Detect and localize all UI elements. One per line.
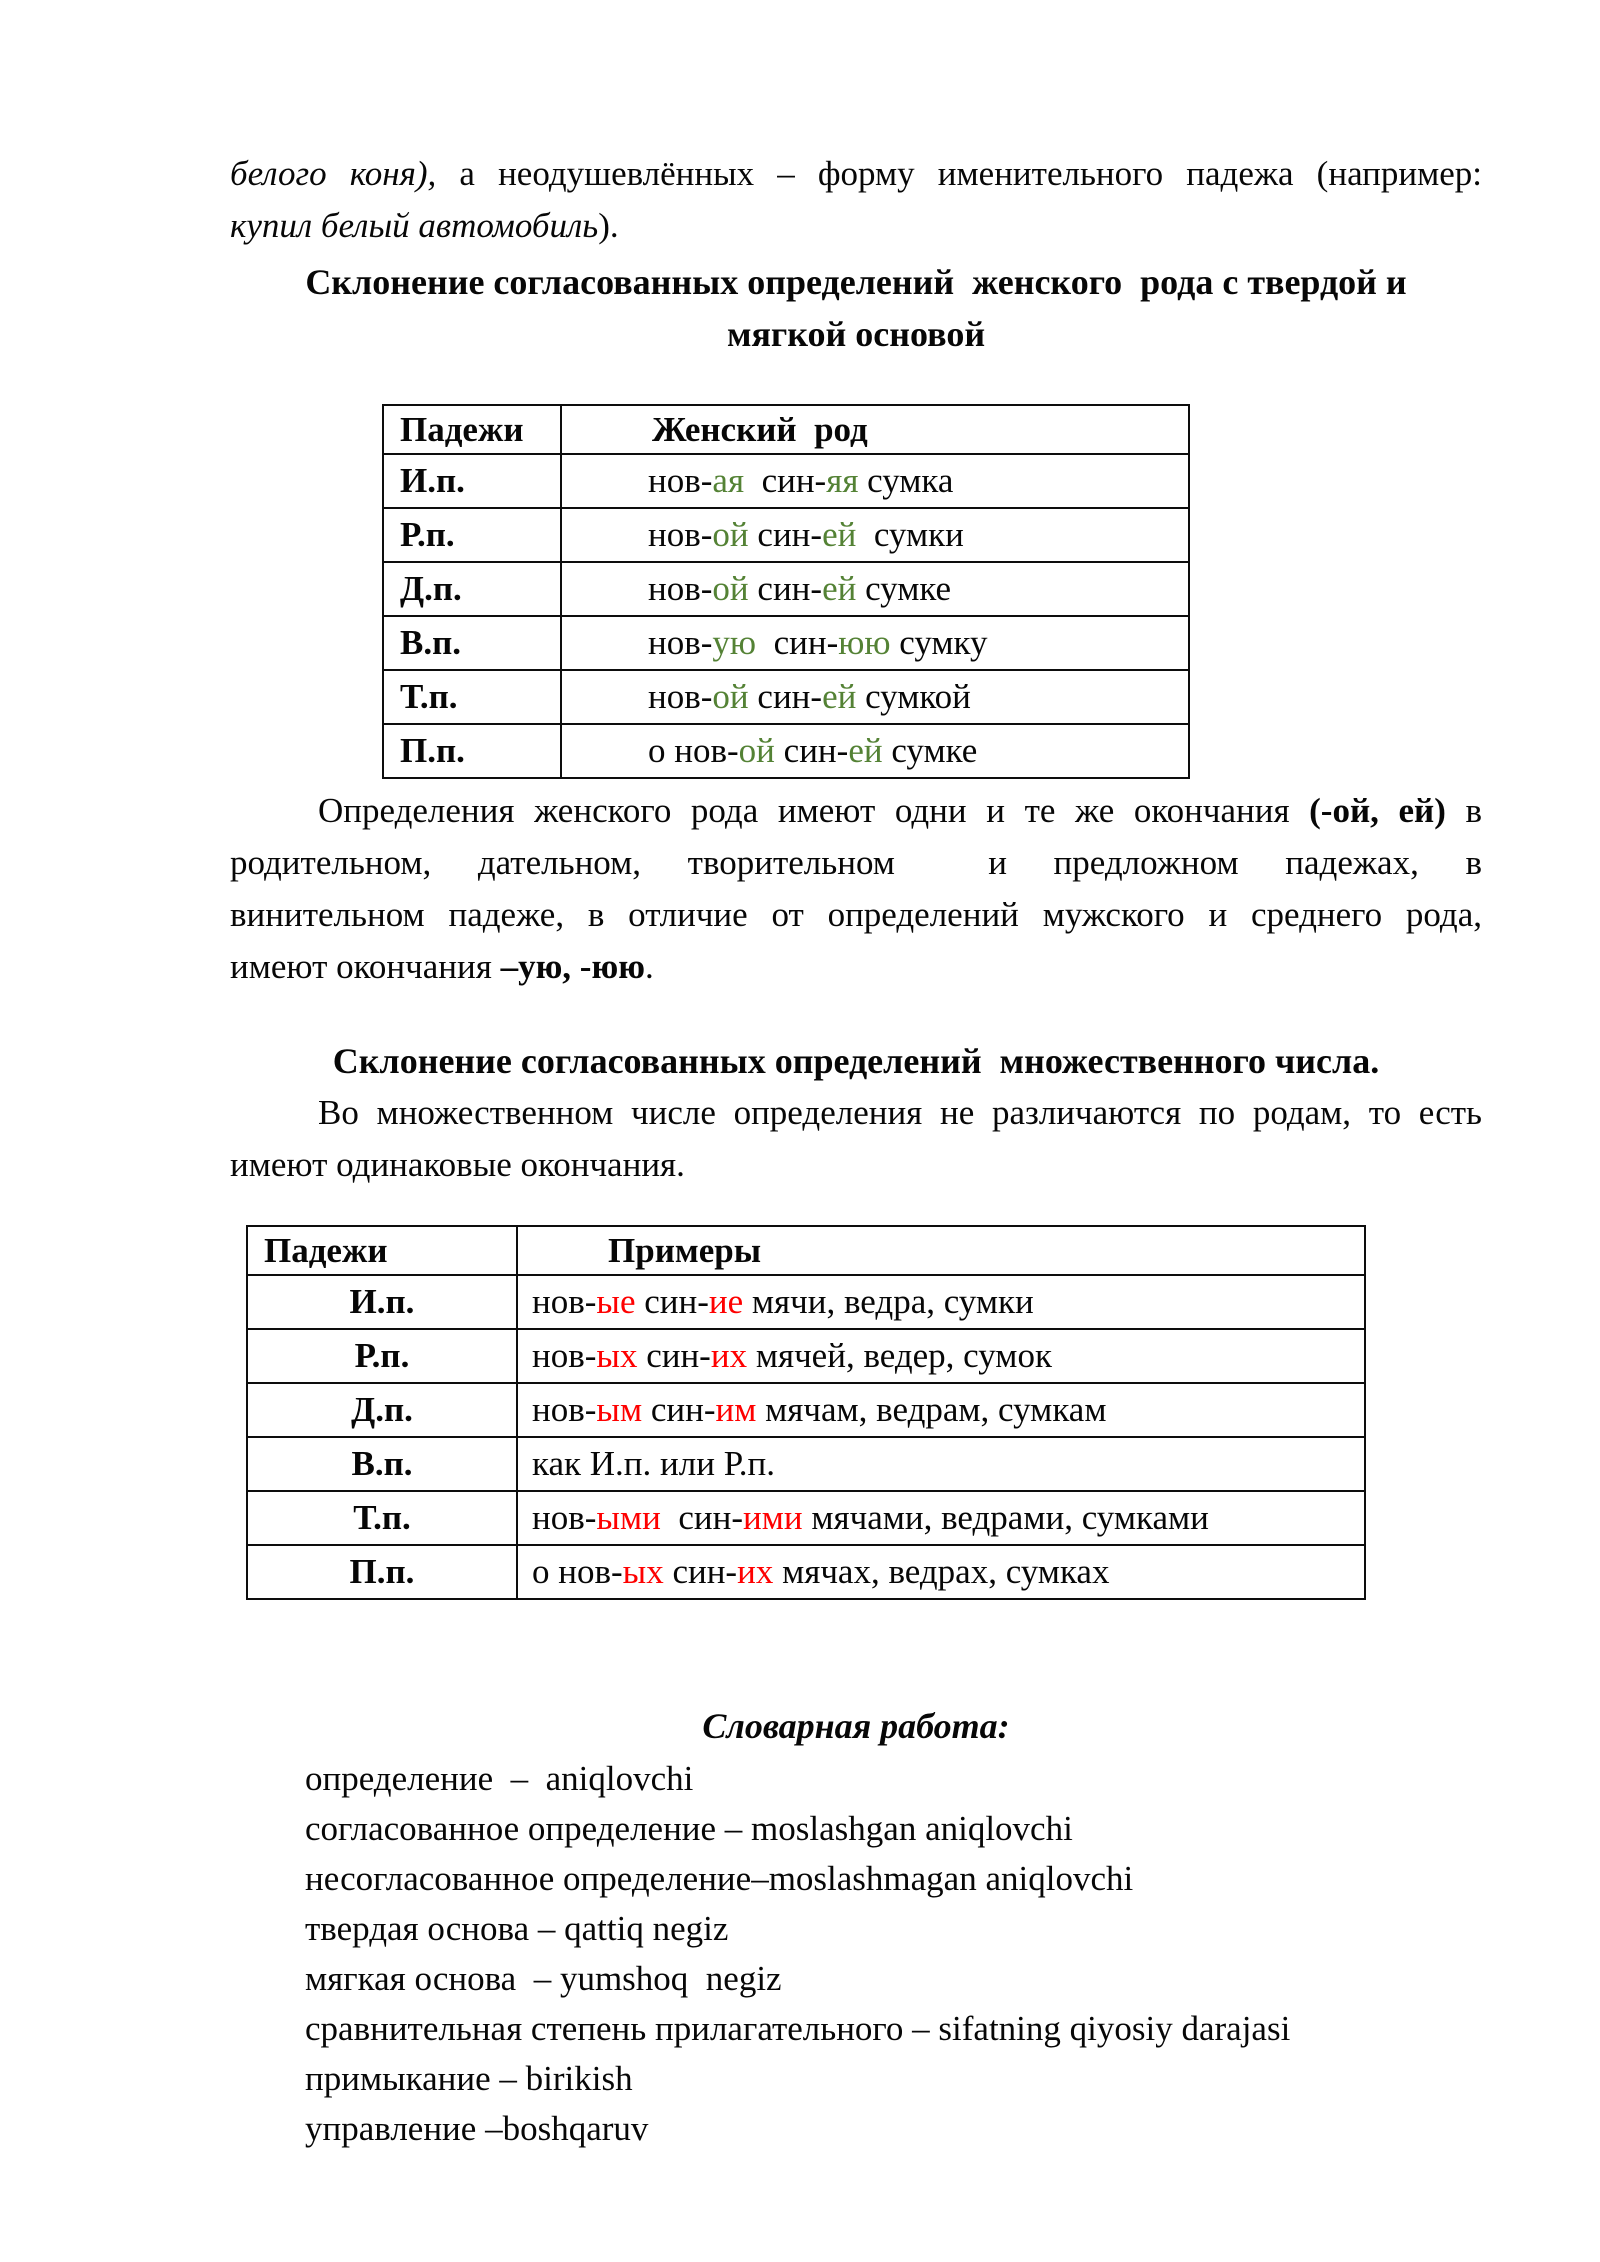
text-segment: ей xyxy=(822,515,857,554)
example-cell xyxy=(517,1437,1365,1491)
case-header-cell: Падежи xyxy=(247,1226,517,1275)
heading-feminine-declension xyxy=(230,256,1482,360)
case-cell: И.п. xyxy=(383,454,561,508)
case-cell: Р.п. xyxy=(383,508,561,562)
text-segment: белого коня), xyxy=(230,154,437,193)
example-cell xyxy=(561,616,1189,670)
text-segment: ие xyxy=(708,1282,744,1321)
case-cell: В.п. xyxy=(247,1437,517,1491)
table-row xyxy=(247,1383,1365,1437)
text-line xyxy=(230,837,1482,889)
case-cell: Р.п. xyxy=(247,1329,517,1383)
plural-declension-table xyxy=(246,1225,1366,1600)
text-segment: сумка xyxy=(858,461,954,500)
text-line xyxy=(230,889,1482,941)
case-cell: П.п. xyxy=(383,724,561,778)
text-segment: нов- xyxy=(648,677,713,716)
text-segment: а неодушевлённых – форму именительного падежа (например: xyxy=(436,154,1483,193)
text-segment: нов- xyxy=(532,1336,597,1375)
example-cell xyxy=(517,1383,1365,1437)
case-cell: Д.п. xyxy=(383,562,561,616)
case-cell: Д.п. xyxy=(247,1383,517,1437)
text-segment: нов- xyxy=(648,461,713,500)
text-line xyxy=(230,941,1482,993)
case-cell: Т.п. xyxy=(247,1491,517,1545)
text-line xyxy=(230,256,1482,308)
heading-plural-declension xyxy=(230,1035,1482,1087)
example-cell xyxy=(561,562,1189,616)
table-row xyxy=(383,670,1189,724)
text-segment: как И.п. или Р.п. xyxy=(532,1444,776,1483)
vocabulary-item: определение – aniqlovchi xyxy=(305,1759,694,1798)
text-segment: син- xyxy=(663,1552,738,1591)
vocabulary-item: согласованное определение – moslashgan aniqlovchi xyxy=(305,1809,1073,1848)
text-segment: нов- xyxy=(532,1498,597,1537)
text-segment: Склонение согласованных определений множественного числа. xyxy=(332,1041,1380,1081)
text-segment: ую xyxy=(712,623,757,662)
text-segment: мягкой основой xyxy=(726,314,986,354)
example-cell xyxy=(561,508,1189,562)
text-segment: син- xyxy=(774,731,849,770)
text-segment: имеют окончания xyxy=(230,947,501,986)
text-segment: ой xyxy=(712,515,749,554)
text-line xyxy=(230,1035,1482,1087)
text-segment: . xyxy=(644,947,654,986)
text-segment: мячами, ведрами, сумками xyxy=(802,1498,1209,1537)
text-segment: их xyxy=(737,1552,774,1591)
vocabulary-item: мягкая основа – yumshoq negiz xyxy=(305,1959,782,1998)
text-segment: ым xyxy=(596,1390,643,1429)
text-segment: ыми xyxy=(596,1498,661,1537)
table-row xyxy=(383,616,1189,670)
text-segment: син- xyxy=(637,1336,711,1375)
examples-header-cell: Примеры xyxy=(517,1226,1365,1275)
text-segment: ). xyxy=(598,206,619,245)
table-row xyxy=(383,508,1189,562)
example-cell xyxy=(517,1545,1365,1599)
text-segment: син- xyxy=(660,1498,743,1537)
text-segment: (-ой, ей) xyxy=(1309,791,1446,830)
text-segment: син- xyxy=(748,677,823,716)
text-segment: нов- xyxy=(532,1390,597,1429)
text-segment: син- xyxy=(635,1282,709,1321)
text-segment: ой xyxy=(712,569,749,608)
table-row xyxy=(383,724,1189,778)
text-segment: винительном падеже, в отличие от определений мужского и среднего рода, xyxy=(230,895,1482,934)
text-segment: их xyxy=(710,1336,748,1375)
case-cell: В.п. xyxy=(383,616,561,670)
vocabulary-item: примыкание – birikish xyxy=(305,2059,633,2098)
case-cell: И.п. xyxy=(247,1275,517,1329)
text-segment: син- xyxy=(748,569,823,608)
text-segment: нов- xyxy=(648,623,713,662)
table-row xyxy=(247,1437,1365,1491)
text-segment: сумку xyxy=(890,623,988,662)
example-cell xyxy=(517,1491,1365,1545)
vocabulary-heading: Словарная работа: xyxy=(702,1706,1010,1746)
text-segment: мячам, ведрам, сумкам xyxy=(756,1390,1107,1429)
table-row xyxy=(247,1545,1365,1599)
vocabulary-item: несогласованное определение–moslashmagan aniqlovchi xyxy=(305,1859,1134,1898)
example-cell xyxy=(561,670,1189,724)
table-row xyxy=(383,562,1189,616)
text-segment: сумке xyxy=(856,569,952,608)
examples-header-cell: Женский род xyxy=(561,405,1189,454)
case-cell: П.п. xyxy=(247,1545,517,1599)
text-segment: син- xyxy=(744,461,827,500)
text-line xyxy=(230,1139,1482,1191)
vocabulary-list xyxy=(305,1754,1482,2154)
text-segment: сумкой xyxy=(856,677,971,716)
text-line xyxy=(230,200,1482,252)
text-segment: в xyxy=(1445,791,1482,830)
text-segment: ими xyxy=(742,1498,803,1537)
case-cell: Т.п. xyxy=(383,670,561,724)
text-line xyxy=(230,1087,1482,1139)
example-cell xyxy=(561,724,1189,778)
text-segment: ой xyxy=(712,677,749,716)
vocabulary-item: сравнительная степень прилагательного – sifatning qiyosiy darajasi xyxy=(305,2009,1291,2048)
text-segment: мячей, ведер, сумок xyxy=(747,1336,1052,1375)
intro-paragraph xyxy=(230,148,1482,252)
text-segment: ой xyxy=(738,731,775,770)
text-segment: мячи, ведра, сумки xyxy=(743,1282,1034,1321)
text-segment: син- xyxy=(756,623,839,662)
table-row xyxy=(247,1275,1365,1329)
text-segment: нов- xyxy=(532,1282,597,1321)
text-segment: имеют одинаковые окончания. xyxy=(230,1145,685,1184)
text-segment: купил белый автомобиль xyxy=(230,206,599,245)
text-segment: сумки xyxy=(856,515,964,554)
text-segment: им xyxy=(715,1390,757,1429)
feminine-endings-paragraph xyxy=(230,785,1482,993)
table-header-row xyxy=(247,1226,1365,1275)
text-segment: юю xyxy=(838,623,891,662)
text-segment: нов- xyxy=(648,515,713,554)
text-segment: ей xyxy=(822,677,857,716)
text-segment: нов- xyxy=(648,569,713,608)
table-row xyxy=(247,1329,1365,1383)
text-segment: о нов- xyxy=(532,1552,623,1591)
text-segment: ых xyxy=(622,1552,664,1591)
text-segment: ых xyxy=(596,1336,638,1375)
text-segment: ей xyxy=(822,569,857,608)
text-segment: син- xyxy=(642,1390,716,1429)
table-header-row xyxy=(383,405,1189,454)
example-cell xyxy=(561,454,1189,508)
text-segment: мячах, ведрах, сумках xyxy=(773,1552,1110,1591)
text-segment: син- xyxy=(748,515,823,554)
case-header-cell: Падежи xyxy=(383,405,561,454)
text-segment: ые xyxy=(596,1282,636,1321)
text-segment: Определения женского рода имеют одни и те же окончания xyxy=(318,791,1310,830)
text-segment: Склонение согласованных определений женского рода с твердой и xyxy=(305,262,1407,302)
example-cell xyxy=(517,1329,1365,1383)
text-segment: ая xyxy=(712,461,745,500)
text-line xyxy=(230,308,1482,360)
example-cell xyxy=(517,1275,1365,1329)
table-row xyxy=(383,454,1189,508)
vocabulary-item: твердая основа – qattiq negiz xyxy=(305,1909,729,1948)
plural-intro-paragraph xyxy=(230,1087,1482,1191)
feminine-declension-table xyxy=(382,404,1190,779)
text-segment: яя xyxy=(826,461,859,500)
table-row xyxy=(247,1491,1365,1545)
text-line xyxy=(230,148,1482,200)
text-segment: сумке xyxy=(882,731,978,770)
text-segment: Во множественном числе определения не различаются по родам, то есть xyxy=(318,1093,1482,1132)
text-line xyxy=(230,785,1482,837)
text-segment: ей xyxy=(848,731,883,770)
vocabulary-item: управление –boshqaruv xyxy=(305,2109,649,2148)
text-segment: о нов- xyxy=(648,731,739,770)
text-segment: –ую, -юю xyxy=(500,947,645,986)
text-segment: родительном, дательном, творительном и предложном падежах, в xyxy=(230,843,1482,882)
